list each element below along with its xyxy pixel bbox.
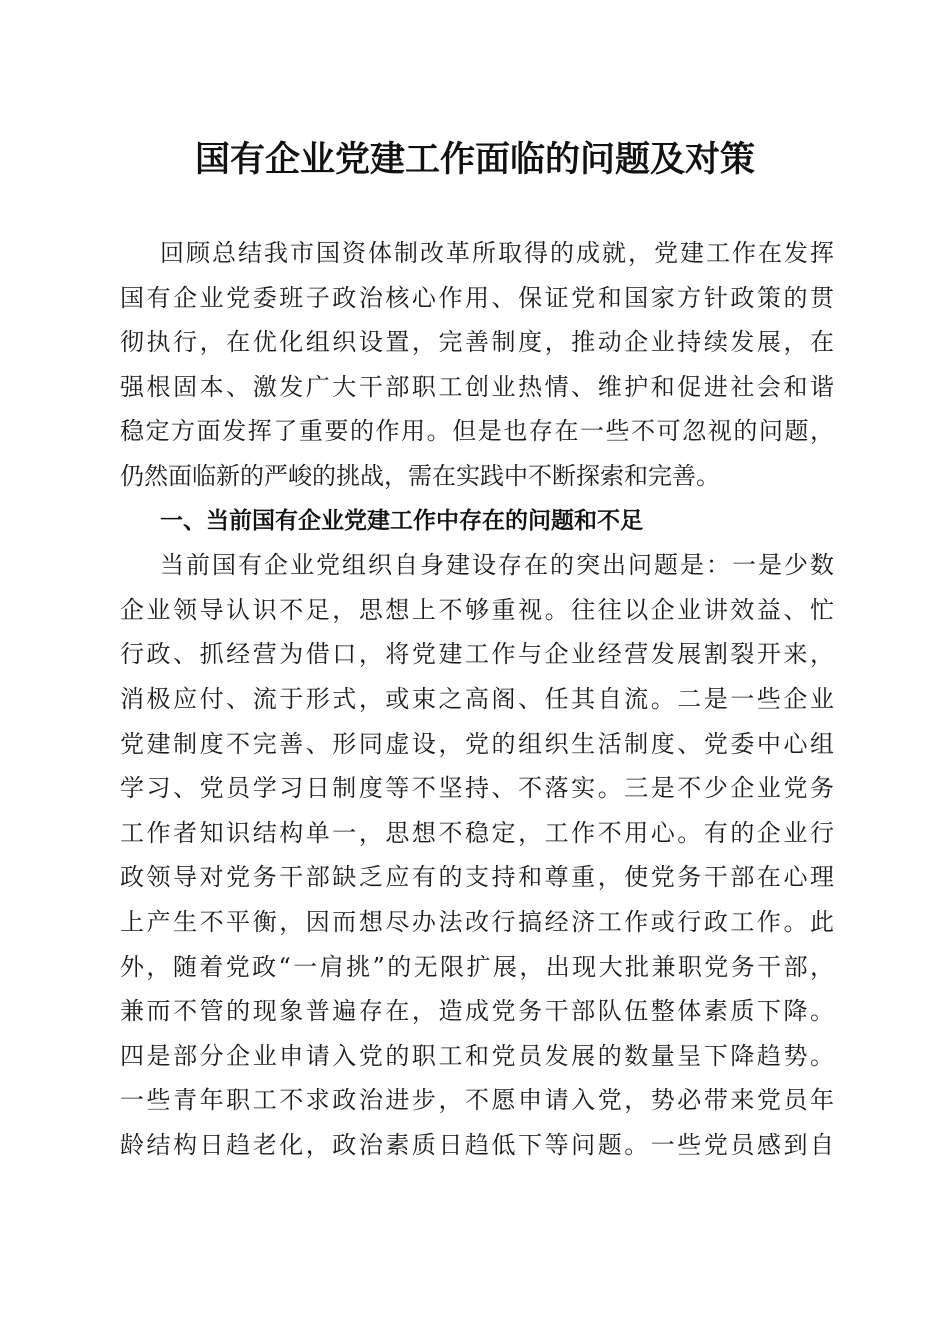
paragraph-line: 企业领导认识不足，思想上不够重视。往往以企业讲效益、忙 [120, 595, 834, 624]
paragraph-line: 当前国有企业党组织自身建设存在的突出问题是：一是少数 [160, 551, 834, 580]
section-heading: 一、当前国有企业党建工作中存在的问题和不足 [160, 507, 643, 534]
paragraph-line: 国有企业党委班子政治核心作用、保证党和国家方针政策的贯 [120, 283, 834, 312]
paragraph-line: 党建制度不完善、形同虚设，党的组织生活制度、党委中心组 [120, 729, 834, 758]
paragraph-line: 一些青年职工不求政治进步，不愿申请入党，势必带来党员年 [120, 1086, 834, 1115]
paragraph-line: 龄结构日趋老化，政治素质日趋低下等问题。一些党员感到自 [120, 1130, 834, 1159]
paragraph-line: 彻执行，在优化组织设置，完善制度，推动企业持续发展，在 [120, 328, 834, 357]
paragraph-line: 仍然面临新的严峻的挑战，需在实践中不断探索和完善。 [120, 461, 720, 490]
paragraph-line: 工作者知识结构单一，思想不稳定，工作不用心。有的企业行 [120, 818, 834, 847]
paragraph-line: 政领导对党务干部缺乏应有的支持和尊重，使党务干部在心理 [120, 863, 834, 892]
paragraph-line: 消极应付、流于形式，或束之高阁、任其自流。二是一些企业 [120, 684, 834, 713]
document-body [120, 231, 834, 1167]
document-title: 国有企业党建工作面临的问题及对策 [194, 139, 755, 180]
paragraph-line: 稳定方面发挥了重要的作用。但是也存在一些不可忽视的问题， [120, 417, 834, 446]
paragraph-line: 行政、抓经营为借口，将党建工作与企业经营发展割裂开来， [120, 640, 834, 669]
paragraph-line: 外，随着党政“一肩挑”的无限扩展，出现大批兼职党务干部， [120, 952, 834, 981]
paragraph-line: 回顾总结我市国资体制改革所取得的成就，党建工作在发挥 [160, 239, 834, 267]
paragraph-line: 上产生不平衡，因而想尽办法改行搞经济工作或行政工作。此 [120, 907, 834, 936]
paragraph-line: 四是部分企业申请入党的职工和党员发展的数量呈下降趋势。 [120, 1041, 834, 1070]
paragraph-line: 学习、党员学习日制度等不坚持、不落实。三是不少企业党务 [120, 774, 834, 803]
paragraph-line: 兼而不管的现象普遍存在，造成党务干部队伍整体素质下降。 [120, 997, 834, 1026]
paragraph-line: 强根固本、激发广大干部职工创业热情、维护和促进社会和谐 [120, 372, 834, 401]
